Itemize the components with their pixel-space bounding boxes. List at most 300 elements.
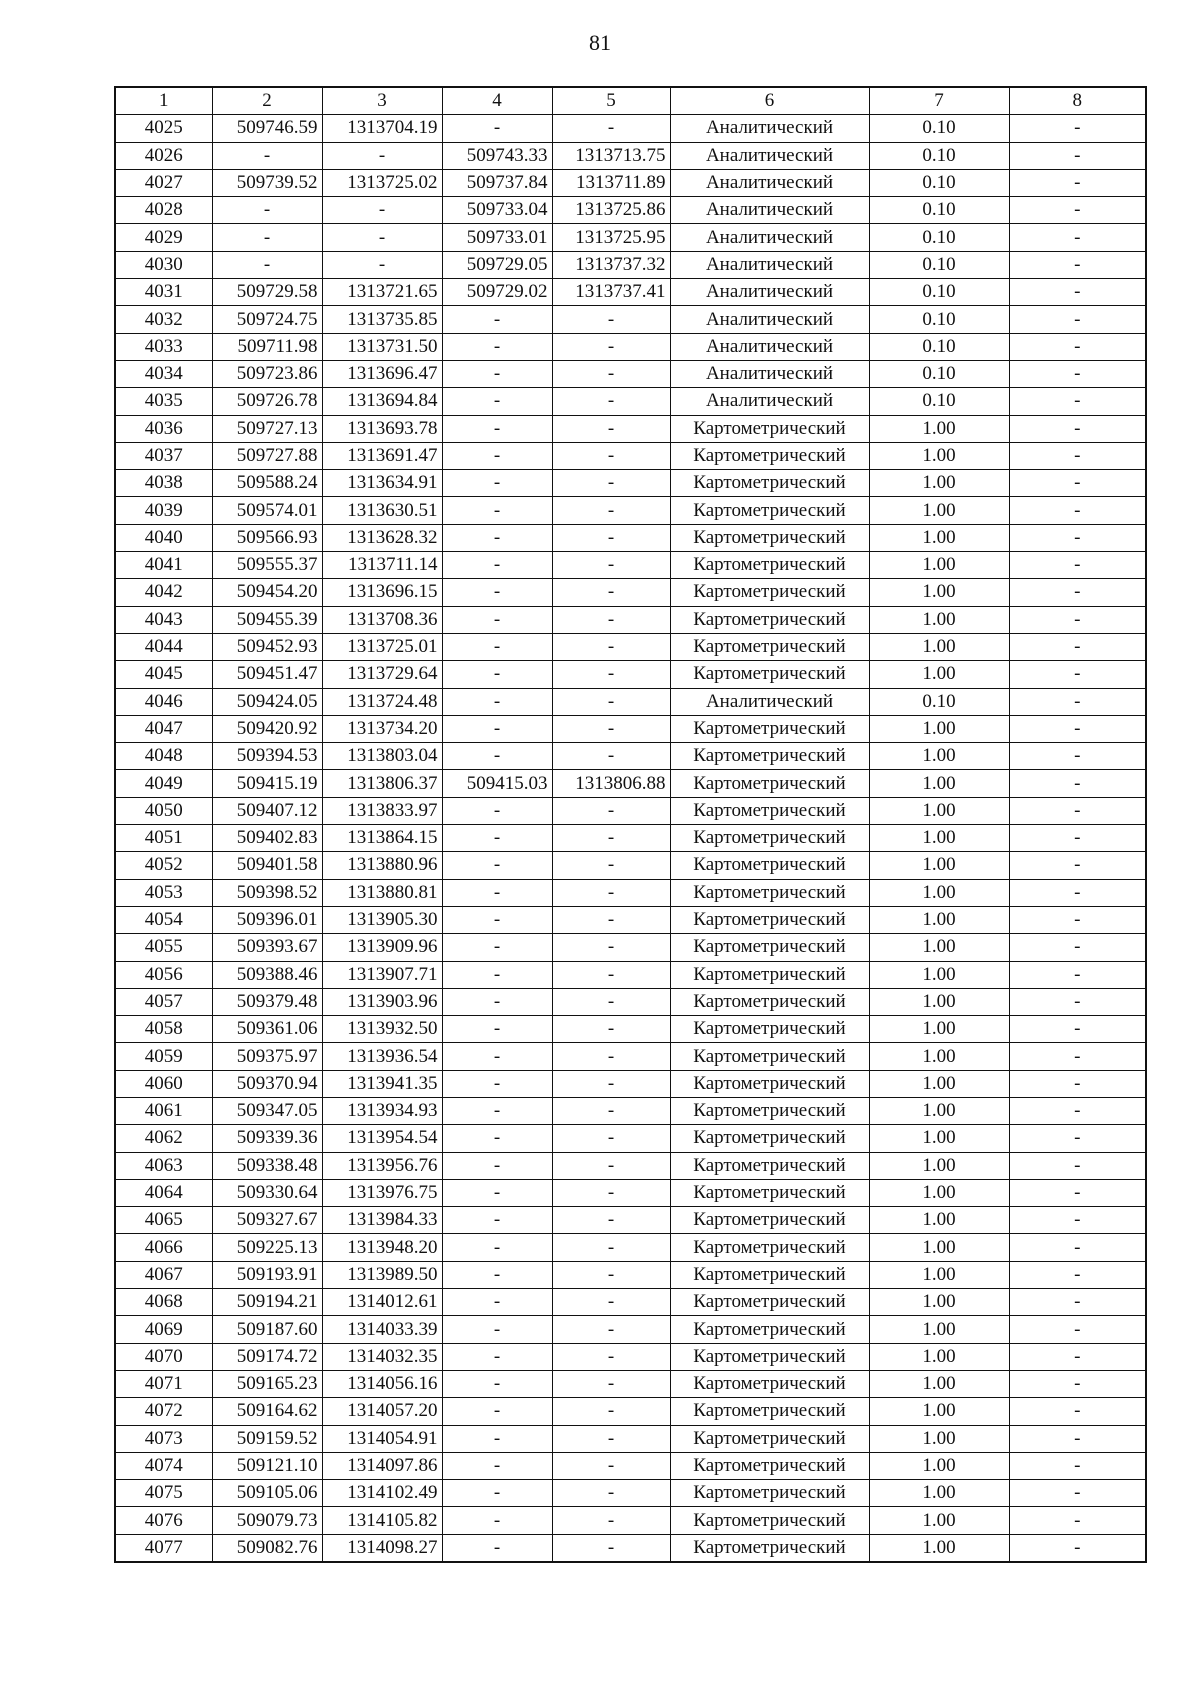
column-header-7: 7	[869, 87, 1009, 115]
table-cell-col-5: -	[552, 1343, 670, 1370]
column-header-3: 3	[322, 87, 442, 115]
table-row	[115, 524, 1146, 551]
table-cell-col-5: -	[552, 606, 670, 633]
table-row	[115, 1425, 1146, 1452]
table-cell-col-4: 509729.02	[442, 279, 552, 306]
table-cell-col-5: 1313737.32	[552, 251, 670, 278]
table-cell-col-6: Картометрический	[670, 852, 869, 879]
table-cell-col-7: 1.00	[869, 633, 1009, 660]
table-cell-col-1: 4075	[115, 1480, 212, 1507]
table-cell-col-3: 1313630.51	[322, 497, 442, 524]
table-row	[115, 852, 1146, 879]
table-cell-col-3: 1314012.61	[322, 1289, 442, 1316]
table-cell-col-2: 509121.10	[212, 1452, 322, 1479]
table-cell-col-3: -	[322, 224, 442, 251]
table-row	[115, 661, 1146, 688]
table-cell-col-2: 509370.94	[212, 1070, 322, 1097]
table-row	[115, 743, 1146, 770]
table-cell-col-6: Картометрический	[670, 879, 869, 906]
table-cell-col-5: -	[552, 1125, 670, 1152]
table-cell-col-3: 1313907.71	[322, 961, 442, 988]
table-cell-col-5: -	[552, 1261, 670, 1288]
table-row	[115, 1398, 1146, 1425]
table-cell-col-2: 509327.67	[212, 1207, 322, 1234]
table-cell-col-3: 1313729.64	[322, 661, 442, 688]
table-cell-col-6: Картометрический	[670, 1207, 869, 1234]
table-cell-col-3: 1313833.97	[322, 797, 442, 824]
table-cell-col-8: -	[1009, 169, 1146, 196]
table-cell-col-2: 509729.58	[212, 279, 322, 306]
table-cell-col-2: 509330.64	[212, 1179, 322, 1206]
table-cell-col-1: 4042	[115, 579, 212, 606]
table-cell-col-4: -	[442, 1370, 552, 1397]
table-cell-col-3: 1314057.20	[322, 1398, 442, 1425]
table-cell-col-6: Картометрический	[670, 1234, 869, 1261]
table-cell-col-2: 509079.73	[212, 1507, 322, 1534]
table-cell-col-8: -	[1009, 142, 1146, 169]
table-row	[115, 115, 1146, 142]
table-cell-col-1: 4069	[115, 1316, 212, 1343]
table-cell-col-5: 1313806.88	[552, 770, 670, 797]
table-cell-col-8: -	[1009, 688, 1146, 715]
table-cell-col-4: -	[442, 606, 552, 633]
table-cell-col-5: -	[552, 1234, 670, 1261]
table-cell-col-4: -	[442, 879, 552, 906]
table-cell-col-2: 509455.39	[212, 606, 322, 633]
table-row	[115, 1452, 1146, 1479]
table-cell-col-2: 509375.97	[212, 1043, 322, 1070]
table-row	[115, 1152, 1146, 1179]
table-cell-col-7: 1.00	[869, 1070, 1009, 1097]
table-cell-col-8: -	[1009, 1207, 1146, 1234]
table-cell-col-5: -	[552, 1016, 670, 1043]
table-cell-col-1: 4063	[115, 1152, 212, 1179]
table-cell-col-1: 4062	[115, 1125, 212, 1152]
table-cell-col-4: -	[442, 1016, 552, 1043]
table-row	[115, 1016, 1146, 1043]
table-cell-col-5: -	[552, 825, 670, 852]
table-cell-col-6: Картометрический	[670, 1398, 869, 1425]
table-cell-col-6: Картометрический	[670, 470, 869, 497]
table-cell-col-8: -	[1009, 306, 1146, 333]
table-row	[115, 988, 1146, 1015]
table-cell-col-7: 0.10	[869, 197, 1009, 224]
table-row	[115, 552, 1146, 579]
table-cell-col-4: -	[442, 1125, 552, 1152]
table-cell-col-1: 4058	[115, 1016, 212, 1043]
table-row	[115, 1179, 1146, 1206]
table-cell-col-6: Аналитический	[670, 388, 869, 415]
table-cell-col-4: -	[442, 1316, 552, 1343]
column-header-2: 2	[212, 87, 322, 115]
table-cell-col-2: 509393.67	[212, 934, 322, 961]
table-cell-col-3: -	[322, 197, 442, 224]
table-cell-col-5: -	[552, 470, 670, 497]
table-cell-col-3: 1313864.15	[322, 825, 442, 852]
table-row	[115, 606, 1146, 633]
table-cell-col-3: 1313932.50	[322, 1016, 442, 1043]
table-cell-col-7: 1.00	[869, 1261, 1009, 1288]
table-cell-col-4: -	[442, 579, 552, 606]
table-cell-col-7: 1.00	[869, 879, 1009, 906]
table-cell-col-5: -	[552, 1425, 670, 1452]
table-cell-col-5: 1313737.41	[552, 279, 670, 306]
table-cell-col-5: -	[552, 988, 670, 1015]
table-row	[115, 1507, 1146, 1534]
table-cell-col-4: -	[442, 333, 552, 360]
table-cell-col-4: -	[442, 661, 552, 688]
table-cell-col-1: 4028	[115, 197, 212, 224]
table-row	[115, 770, 1146, 797]
table-cell-col-6: Картометрический	[670, 442, 869, 469]
table-cell-col-4: -	[442, 1070, 552, 1097]
table-cell-col-5: -	[552, 497, 670, 524]
column-header-6: 6	[670, 87, 869, 115]
table-cell-col-8: -	[1009, 415, 1146, 442]
table-cell-col-5: -	[552, 879, 670, 906]
table-cell-col-2: 509402.83	[212, 825, 322, 852]
table-cell-col-6: Аналитический	[670, 360, 869, 387]
table-cell-col-5: -	[552, 1207, 670, 1234]
table-cell-col-7: 1.00	[869, 1316, 1009, 1343]
table-cell-col-2: 509159.52	[212, 1425, 322, 1452]
table-cell-col-2: 509727.13	[212, 415, 322, 442]
table-cell-col-6: Картометрический	[670, 1070, 869, 1097]
table-cell-col-2: 509388.46	[212, 961, 322, 988]
table-cell-col-4: -	[442, 1289, 552, 1316]
table-cell-col-7: 1.00	[869, 1016, 1009, 1043]
table-cell-col-7: 1.00	[869, 1507, 1009, 1534]
table-cell-col-6: Картометрический	[670, 1043, 869, 1070]
table-cell-col-5: -	[552, 743, 670, 770]
coordinates-table	[114, 86, 1147, 1563]
table-cell-col-4: -	[442, 442, 552, 469]
table-cell-col-5: -	[552, 1043, 670, 1070]
table-cell-col-3: 1313634.91	[322, 470, 442, 497]
table-cell-col-6: Картометрический	[670, 415, 869, 442]
table-cell-col-2: 509726.78	[212, 388, 322, 415]
table-cell-col-7: 1.00	[869, 415, 1009, 442]
table-cell-col-1: 4026	[115, 142, 212, 169]
table-cell-col-8: -	[1009, 552, 1146, 579]
table-cell-col-7: 0.10	[869, 169, 1009, 196]
table-cell-col-7: 0.10	[869, 142, 1009, 169]
table-cell-col-1: 4030	[115, 251, 212, 278]
table-cell-col-5: -	[552, 1152, 670, 1179]
table-row	[115, 1261, 1146, 1288]
table-cell-col-6: Аналитический	[670, 306, 869, 333]
table-cell-col-5: -	[552, 1370, 670, 1397]
table-cell-col-3: 1314105.82	[322, 1507, 442, 1534]
table-cell-col-2: 509723.86	[212, 360, 322, 387]
table-cell-col-1: 4067	[115, 1261, 212, 1288]
table-cell-col-8: -	[1009, 661, 1146, 688]
column-header-8: 8	[1009, 87, 1146, 115]
table-row	[115, 1316, 1146, 1343]
table-cell-col-2: 509588.24	[212, 470, 322, 497]
table-cell-col-1: 4077	[115, 1534, 212, 1562]
table-cell-col-7: 1.00	[869, 1125, 1009, 1152]
table-cell-col-7: 1.00	[869, 1370, 1009, 1397]
table-cell-col-8: -	[1009, 934, 1146, 961]
table-cell-col-6: Картометрический	[670, 633, 869, 660]
table-cell-col-1: 4055	[115, 934, 212, 961]
table-cell-col-1: 4046	[115, 688, 212, 715]
table-cell-col-4: -	[442, 306, 552, 333]
table-cell-col-5: -	[552, 661, 670, 688]
table-cell-col-2: 509574.01	[212, 497, 322, 524]
table-cell-col-7: 1.00	[869, 1179, 1009, 1206]
table-cell-col-2: -	[212, 224, 322, 251]
table-cell-col-3: 1313693.78	[322, 415, 442, 442]
table-cell-col-7: 1.00	[869, 579, 1009, 606]
table-row	[115, 825, 1146, 852]
table-cell-col-8: -	[1009, 1070, 1146, 1097]
table-row	[115, 1343, 1146, 1370]
table-cell-col-8: -	[1009, 852, 1146, 879]
table-cell-col-3: 1313724.48	[322, 688, 442, 715]
table-cell-col-3: 1313909.96	[322, 934, 442, 961]
table-cell-col-4: -	[442, 552, 552, 579]
table-cell-col-8: -	[1009, 1234, 1146, 1261]
table-cell-col-8: -	[1009, 1480, 1146, 1507]
table-cell-col-7: 1.00	[869, 906, 1009, 933]
table-cell-col-8: -	[1009, 715, 1146, 742]
table-header-row	[115, 87, 1146, 115]
table-cell-col-2: 509105.06	[212, 1480, 322, 1507]
table-cell-col-7: 1.00	[869, 524, 1009, 551]
table-cell-col-1: 4029	[115, 224, 212, 251]
table-cell-col-3: 1313934.93	[322, 1097, 442, 1124]
table-cell-col-6: Аналитический	[670, 197, 869, 224]
table-cell-col-8: -	[1009, 497, 1146, 524]
table-cell-col-8: -	[1009, 388, 1146, 415]
table-cell-col-7: 1.00	[869, 934, 1009, 961]
table-cell-col-1: 4044	[115, 633, 212, 660]
table-cell-col-8: -	[1009, 879, 1146, 906]
table-cell-col-1: 4034	[115, 360, 212, 387]
table-cell-col-4: -	[442, 1534, 552, 1562]
table-cell-col-4: -	[442, 470, 552, 497]
table-cell-col-7: 1.00	[869, 1152, 1009, 1179]
table-cell-col-1: 4065	[115, 1207, 212, 1234]
table-cell-col-1: 4068	[115, 1289, 212, 1316]
table-cell-col-4: -	[442, 1261, 552, 1288]
table-cell-col-4: 509733.01	[442, 224, 552, 251]
table-cell-col-8: -	[1009, 906, 1146, 933]
table-cell-col-4: -	[442, 1343, 552, 1370]
table-cell-col-3: 1313725.01	[322, 633, 442, 660]
table-cell-col-2: 509194.21	[212, 1289, 322, 1316]
table-cell-col-6: Аналитический	[670, 279, 869, 306]
table-cell-col-6: Картометрический	[670, 906, 869, 933]
table-cell-col-1: 4071	[115, 1370, 212, 1397]
table-cell-col-1: 4041	[115, 552, 212, 579]
table-cell-col-5: -	[552, 906, 670, 933]
table-cell-col-5: 1313725.95	[552, 224, 670, 251]
table-cell-col-6: Аналитический	[670, 333, 869, 360]
table-cell-col-8: -	[1009, 1507, 1146, 1534]
table-cell-col-7: 1.00	[869, 470, 1009, 497]
table-cell-col-4: -	[442, 1398, 552, 1425]
table-cell-col-4: -	[442, 497, 552, 524]
table-cell-col-6: Картометрический	[670, 661, 869, 688]
table-cell-col-1: 4072	[115, 1398, 212, 1425]
table-cell-col-2: 509711.98	[212, 333, 322, 360]
table-cell-col-8: -	[1009, 988, 1146, 1015]
table-cell-col-6: Картометрический	[670, 1125, 869, 1152]
table-cell-col-1: 4027	[115, 169, 212, 196]
table-cell-col-5: -	[552, 934, 670, 961]
table-cell-col-7: 1.00	[869, 797, 1009, 824]
table-row	[115, 1370, 1146, 1397]
table-cell-col-3: 1313708.36	[322, 606, 442, 633]
table-cell-col-6: Картометрический	[670, 1016, 869, 1043]
table-cell-col-3: 1314032.35	[322, 1343, 442, 1370]
table-cell-col-3: 1313721.65	[322, 279, 442, 306]
table-cell-col-2: 509164.62	[212, 1398, 322, 1425]
table-cell-col-1: 4032	[115, 306, 212, 333]
table-cell-col-3: 1313628.32	[322, 524, 442, 551]
table-cell-col-5: 1313713.75	[552, 142, 670, 169]
table-cell-col-1: 4049	[115, 770, 212, 797]
table-cell-col-2: 509401.58	[212, 852, 322, 879]
table-row	[115, 1125, 1146, 1152]
table-cell-col-6: Картометрический	[670, 961, 869, 988]
table-cell-col-5: -	[552, 1534, 670, 1562]
table-cell-col-5: -	[552, 961, 670, 988]
table-cell-col-8: -	[1009, 524, 1146, 551]
table-cell-col-5: -	[552, 579, 670, 606]
table-cell-col-8: -	[1009, 797, 1146, 824]
table-cell-col-5: -	[552, 524, 670, 551]
table-cell-col-8: -	[1009, 115, 1146, 142]
table-cell-col-2: 509452.93	[212, 633, 322, 660]
table-cell-col-4: -	[442, 934, 552, 961]
table-cell-col-7: 1.00	[869, 1234, 1009, 1261]
table-cell-col-3: -	[322, 142, 442, 169]
table-cell-col-7: 1.00	[869, 988, 1009, 1015]
table-cell-col-7: 0.10	[869, 251, 1009, 278]
table-cell-col-6: Картометрический	[670, 825, 869, 852]
table-cell-col-7: 1.00	[869, 743, 1009, 770]
table-cell-col-6: Картометрический	[670, 770, 869, 797]
table-cell-col-3: 1313941.35	[322, 1070, 442, 1097]
table-row	[115, 906, 1146, 933]
table-cell-col-8: -	[1009, 1016, 1146, 1043]
table-cell-col-8: -	[1009, 1261, 1146, 1288]
table-cell-col-1: 4036	[115, 415, 212, 442]
table-cell-col-5: -	[552, 1316, 670, 1343]
table-cell-col-6: Картометрический	[670, 1425, 869, 1452]
table-cell-col-3: 1313905.30	[322, 906, 442, 933]
table-cell-col-7: 1.00	[869, 606, 1009, 633]
table-cell-col-8: -	[1009, 360, 1146, 387]
table-row	[115, 1289, 1146, 1316]
table-cell-col-8: -	[1009, 961, 1146, 988]
table-row	[115, 1097, 1146, 1124]
table-cell-col-4: -	[442, 825, 552, 852]
table-cell-col-4: -	[442, 1097, 552, 1124]
table-cell-col-5: -	[552, 1179, 670, 1206]
table-cell-col-8: -	[1009, 1425, 1146, 1452]
table-cell-col-8: -	[1009, 1097, 1146, 1124]
table-cell-col-4: -	[442, 961, 552, 988]
table-cell-col-3: -	[322, 251, 442, 278]
table-cell-col-4: -	[442, 1507, 552, 1534]
table-cell-col-5: -	[552, 388, 670, 415]
table-cell-col-3: 1313806.37	[322, 770, 442, 797]
table-cell-col-6: Картометрический	[670, 1370, 869, 1397]
table-cell-col-7: 1.00	[869, 961, 1009, 988]
table-cell-col-6: Картометрический	[670, 715, 869, 742]
table-cell-col-4: -	[442, 1179, 552, 1206]
table-cell-col-8: -	[1009, 1343, 1146, 1370]
table-cell-col-7: 1.00	[869, 1425, 1009, 1452]
table-cell-col-4: -	[442, 988, 552, 1015]
table-cell-col-2: 509420.92	[212, 715, 322, 742]
table-cell-col-4: -	[442, 852, 552, 879]
table-row	[115, 224, 1146, 251]
table-cell-col-1: 4039	[115, 497, 212, 524]
table-row	[115, 470, 1146, 497]
table-cell-col-3: 1313704.19	[322, 115, 442, 142]
table-cell-col-6: Картометрический	[670, 797, 869, 824]
table-cell-col-3: 1313735.85	[322, 306, 442, 333]
table-cell-col-2: 509727.88	[212, 442, 322, 469]
table-cell-col-3: 1313880.81	[322, 879, 442, 906]
table-cell-col-4: -	[442, 1043, 552, 1070]
table-cell-col-5: -	[552, 442, 670, 469]
table-cell-col-6: Аналитический	[670, 251, 869, 278]
page-number: 81	[589, 30, 611, 55]
table-cell-col-7: 1.00	[869, 1534, 1009, 1562]
table-cell-col-4: -	[442, 1452, 552, 1479]
table-cell-col-3: 1313956.76	[322, 1152, 442, 1179]
table-cell-col-3: 1313725.02	[322, 169, 442, 196]
table-cell-col-5: -	[552, 415, 670, 442]
table-cell-col-7: 0.10	[869, 688, 1009, 715]
table-cell-col-4: -	[442, 1152, 552, 1179]
table-row	[115, 1043, 1146, 1070]
table-cell-col-6: Картометрический	[670, 606, 869, 633]
table-cell-col-1: 4047	[115, 715, 212, 742]
table-cell-col-6: Картометрический	[670, 552, 869, 579]
table-cell-col-2: 509746.59	[212, 115, 322, 142]
table-cell-col-5: -	[552, 633, 670, 660]
table-cell-col-5: -	[552, 333, 670, 360]
table-cell-col-1: 4057	[115, 988, 212, 1015]
table-cell-col-8: -	[1009, 1370, 1146, 1397]
table-cell-col-3: 1313936.54	[322, 1043, 442, 1070]
table-cell-col-8: -	[1009, 197, 1146, 224]
table-cell-col-2: 509407.12	[212, 797, 322, 824]
table-cell-col-5: 1313725.86	[552, 197, 670, 224]
table-cell-col-7: 1.00	[869, 1289, 1009, 1316]
table-cell-col-3: 1313734.20	[322, 715, 442, 742]
table-cell-col-3: 1313711.14	[322, 552, 442, 579]
table-cell-col-3: 1313731.50	[322, 333, 442, 360]
table-row	[115, 715, 1146, 742]
table-cell-col-6: Картометрический	[670, 1179, 869, 1206]
table-cell-col-8: -	[1009, 606, 1146, 633]
table-cell-col-6: Картометрический	[670, 1534, 869, 1562]
table-cell-col-4: -	[442, 633, 552, 660]
table-cell-col-6: Картометрический	[670, 1316, 869, 1343]
table-cell-col-5: -	[552, 360, 670, 387]
table-cell-col-3: 1314098.27	[322, 1534, 442, 1562]
table-cell-col-2: 509082.76	[212, 1534, 322, 1562]
